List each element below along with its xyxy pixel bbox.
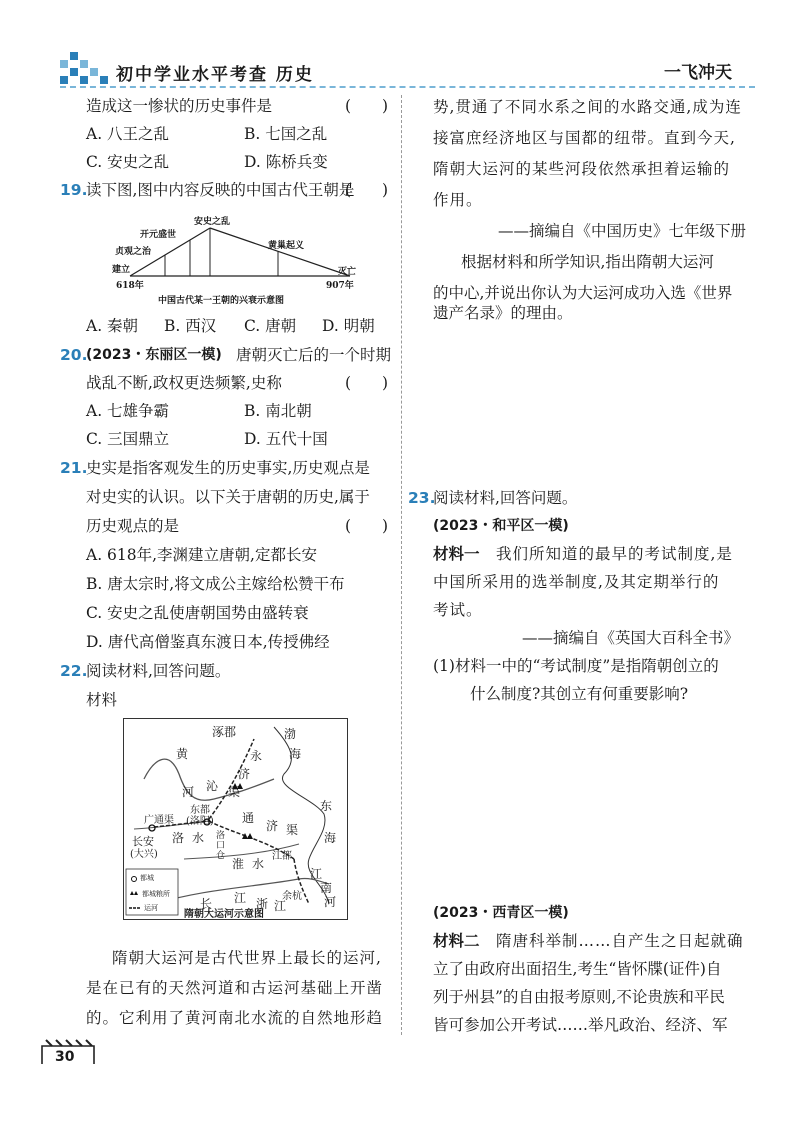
q22-question-line1: 根据材料和所学知识,指出隋朝大运河 (461, 253, 714, 271)
q18-option-a: A. 八王之乱 (86, 125, 170, 143)
q18-option-b: B. 七国之乱 (244, 125, 328, 143)
map-label-tong: 通 (242, 811, 255, 825)
q22-number: 22. (60, 662, 88, 680)
canal-map (123, 718, 348, 920)
map-label-qu1: 渠 (228, 785, 241, 799)
diagram-label-fall: 黄巢起义 (268, 241, 305, 251)
map-label-hai1: 海 (289, 747, 302, 761)
map-label-dong: 东 (320, 799, 333, 813)
diagram-label-start: 建立 (112, 265, 131, 275)
q19-option-a: A. 秦朝 (86, 317, 139, 335)
column-divider (401, 95, 402, 1035)
q20-line1: 唐朝灭亡后的一个时期 (236, 346, 392, 364)
q21-option-c: C. 安史之乱使唐朝国势由盛转衰 (86, 604, 309, 622)
map-label-guangtong: 广通渠 (144, 815, 174, 826)
q21-option-a: A. 618年,李渊建立唐朝,定都长安 (86, 546, 317, 564)
q23-number: 23. (408, 489, 436, 507)
q21-line2: 对史实的认识。以下关于唐朝的历史,属于 (86, 488, 370, 506)
q23-material1-line1: 我们所知道的最早的考试制度,是 (496, 545, 733, 563)
map-label-ji2: 济 (266, 819, 279, 833)
map-label-jiang2: 江 (234, 891, 247, 905)
map-label-ji1: 济 (238, 767, 251, 781)
map-caption: 隋朝大运河示意图 (184, 909, 264, 920)
brand-logo: 一飞冲天 (664, 63, 732, 83)
diagram-label-end-year: 907年 (326, 281, 354, 291)
q19-paren: ( ) (345, 181, 389, 199)
map-label-luo: 洛 (172, 831, 185, 845)
q23-material2-line3: 列于州县”的自由报考原则,不论贵族和平民 (433, 988, 725, 1006)
page-number: 30 (55, 1049, 75, 1065)
q18-option-c: C. 安史之乱 (86, 153, 170, 171)
q20-source: (2023・东丽区一模) (86, 347, 222, 363)
q23-sub1-line1: (1)材料一中的“考试制度”是指隋朝创立的 (433, 657, 719, 675)
q18-paren: ( ) (345, 97, 389, 115)
q22-passage-line5: 接富庶经济地区与国都的纽带。直到今天, (433, 129, 736, 147)
map-label-shui2: 水 (252, 857, 265, 871)
map-label-chang: 长 (200, 897, 213, 911)
q21-number: 21. (60, 459, 88, 477)
map-label-daxing: (大兴) (130, 849, 158, 860)
q19-option-b: B. 西汉 (164, 317, 217, 335)
map-legend-capital: 都城 (140, 874, 154, 882)
map-label-nan: 南 (320, 881, 333, 895)
map-label-yuhang: 余杭 (282, 891, 302, 902)
q23-material1-line3: 考试。 (433, 601, 483, 619)
q22-passage-line1: 隋朝大运河是古代世界上最长的运河, (112, 949, 382, 967)
map-label-zhuojun: 涿郡 (212, 725, 237, 739)
q21-option-d: D. 唐代高僧鉴真东渡日本,传授佛经 (86, 633, 330, 651)
q23-material2-label: 材料二 (433, 931, 480, 950)
q23-material1-citation: ——摘编自《英国大百科全书》 (522, 629, 740, 647)
q22-stem: 阅读材料,回答问题。 (86, 662, 231, 680)
map-label-bo: 渤 (284, 727, 297, 741)
diagram-caption: 中国古代某一王朝的兴衰示意图 (158, 296, 285, 306)
q18-stem: 造成这一惨状的历史事件是 (86, 97, 273, 115)
q22-passage-line7: 作用。 (433, 191, 483, 209)
q20-option-a: A. 七雄争霸 (86, 402, 170, 420)
q20-number: 20. (60, 346, 88, 364)
map-label-he1: 河 (182, 785, 195, 799)
q20-paren: ( ) (345, 374, 389, 392)
q22-passage-line4: 势,贯通了不同水系之间的水路交通,成为连 (433, 98, 742, 116)
q19-option-c: C. 唐朝 (244, 317, 297, 335)
q22-question-line2: 的中心,并说出你认为大运河成功入选《世界 (433, 284, 733, 302)
q21-line1: 史实是指客观发生的历史事实,历史观点是 (86, 459, 370, 477)
q20-option-b: B. 南北朝 (244, 402, 312, 420)
map-legend-granary: 都城粮所 (142, 890, 170, 898)
q22-passage-line6: 隋朝大运河的某些河段依然承担着运输的 (433, 160, 731, 178)
q23-source1: (2023・和平区一模) (433, 518, 569, 534)
q23-sub1-line2: 什么制度?其创立有何重要影响? (470, 685, 689, 703)
diagram-label-end: 灭亡 (338, 267, 357, 277)
q23-material2-line1: 隋唐科举制……自产生之日起就确 (496, 932, 744, 950)
diagram-label-start-year: 618年 (116, 281, 144, 291)
header-divider (60, 86, 755, 88)
header-title: 初中学业水平考查 历史 (116, 65, 314, 85)
q23-material1-line2: 中国所采用的选举制度,及其定期举行的 (433, 573, 720, 591)
map-label-huai: 淮 (232, 857, 245, 871)
q23-material2-line4: 皆可参加公开考试……举凡政治、经济、军 (433, 1016, 728, 1034)
map-label-qu2: 渠 (286, 823, 299, 837)
diagram-label-rise-low: 贞观之治 (115, 247, 152, 257)
q22-material-label: 材料 (86, 691, 118, 709)
q20-option-d: D. 五代十国 (244, 430, 328, 448)
q23-stem: 阅读材料,回答问题。 (433, 489, 578, 507)
q22-question-line3: 遗产名录》的理由。 (433, 304, 573, 322)
map-label-dongdu: 东都 (190, 805, 210, 816)
map-label-changan: 长安 (132, 835, 154, 848)
map-label-jiangdu: 江都 (272, 851, 292, 862)
q23-material2-line2: 立了由政府出面招生,考生“皆怀牒(证件)自 (433, 960, 722, 978)
map-label-shui1: 水 (192, 831, 205, 845)
q19-option-d: D. 明朝 (322, 317, 375, 335)
q19-stem: 读下图,图中内容反映的中国古代王朝是 (86, 181, 355, 199)
q19-number: 19. (60, 181, 88, 199)
map-label-luokoucang: 洛口仓 (216, 831, 226, 861)
map-label-jiang1: 江 (310, 867, 323, 881)
q21-line3: 历史观点的是 (86, 517, 180, 535)
map-label-huang: 黄 (176, 747, 189, 761)
q23-material1-label: 材料一 (433, 544, 480, 563)
map-label-zhe: 浙 (256, 897, 269, 911)
header-checker-icon (58, 50, 113, 90)
q20-option-c: C. 三国鼎立 (86, 430, 170, 448)
q18-option-d: D. 陈桥兵变 (244, 153, 328, 171)
map-label-qin: 沁 (206, 779, 219, 793)
map-legend-canal: 运河 (144, 904, 158, 912)
map-label-luoyang: (洛阳) (186, 816, 214, 827)
q21-option-b: B. 唐太宗时,将文成公主嫁给松赞干布 (86, 575, 345, 593)
q21-paren: ( ) (345, 517, 389, 535)
map-label-yong: 永 (250, 749, 263, 763)
dynasty-diagram (110, 210, 380, 310)
map-label-jiang3: 江 (274, 899, 287, 913)
q22-citation: ——摘编自《中国历史》七年级下册 (498, 222, 747, 240)
q22-passage-line2: 是在已有的天然河道和古运河基础上开凿 (86, 979, 384, 997)
q22-passage-line3: 的。它利用了黄河南北水流的自然地形趋 (86, 1009, 384, 1027)
q20-line2: 战乱不断,政权更迭频繁,史称 (86, 374, 282, 392)
map-label-he2: 河 (324, 895, 337, 909)
q23-source2: (2023・西青区一模) (433, 905, 569, 921)
diagram-label-peak: 安史之乱 (194, 217, 231, 227)
diagram-label-rise-mid: 开元盛世 (140, 230, 177, 240)
map-label-hai2: 海 (324, 831, 337, 845)
